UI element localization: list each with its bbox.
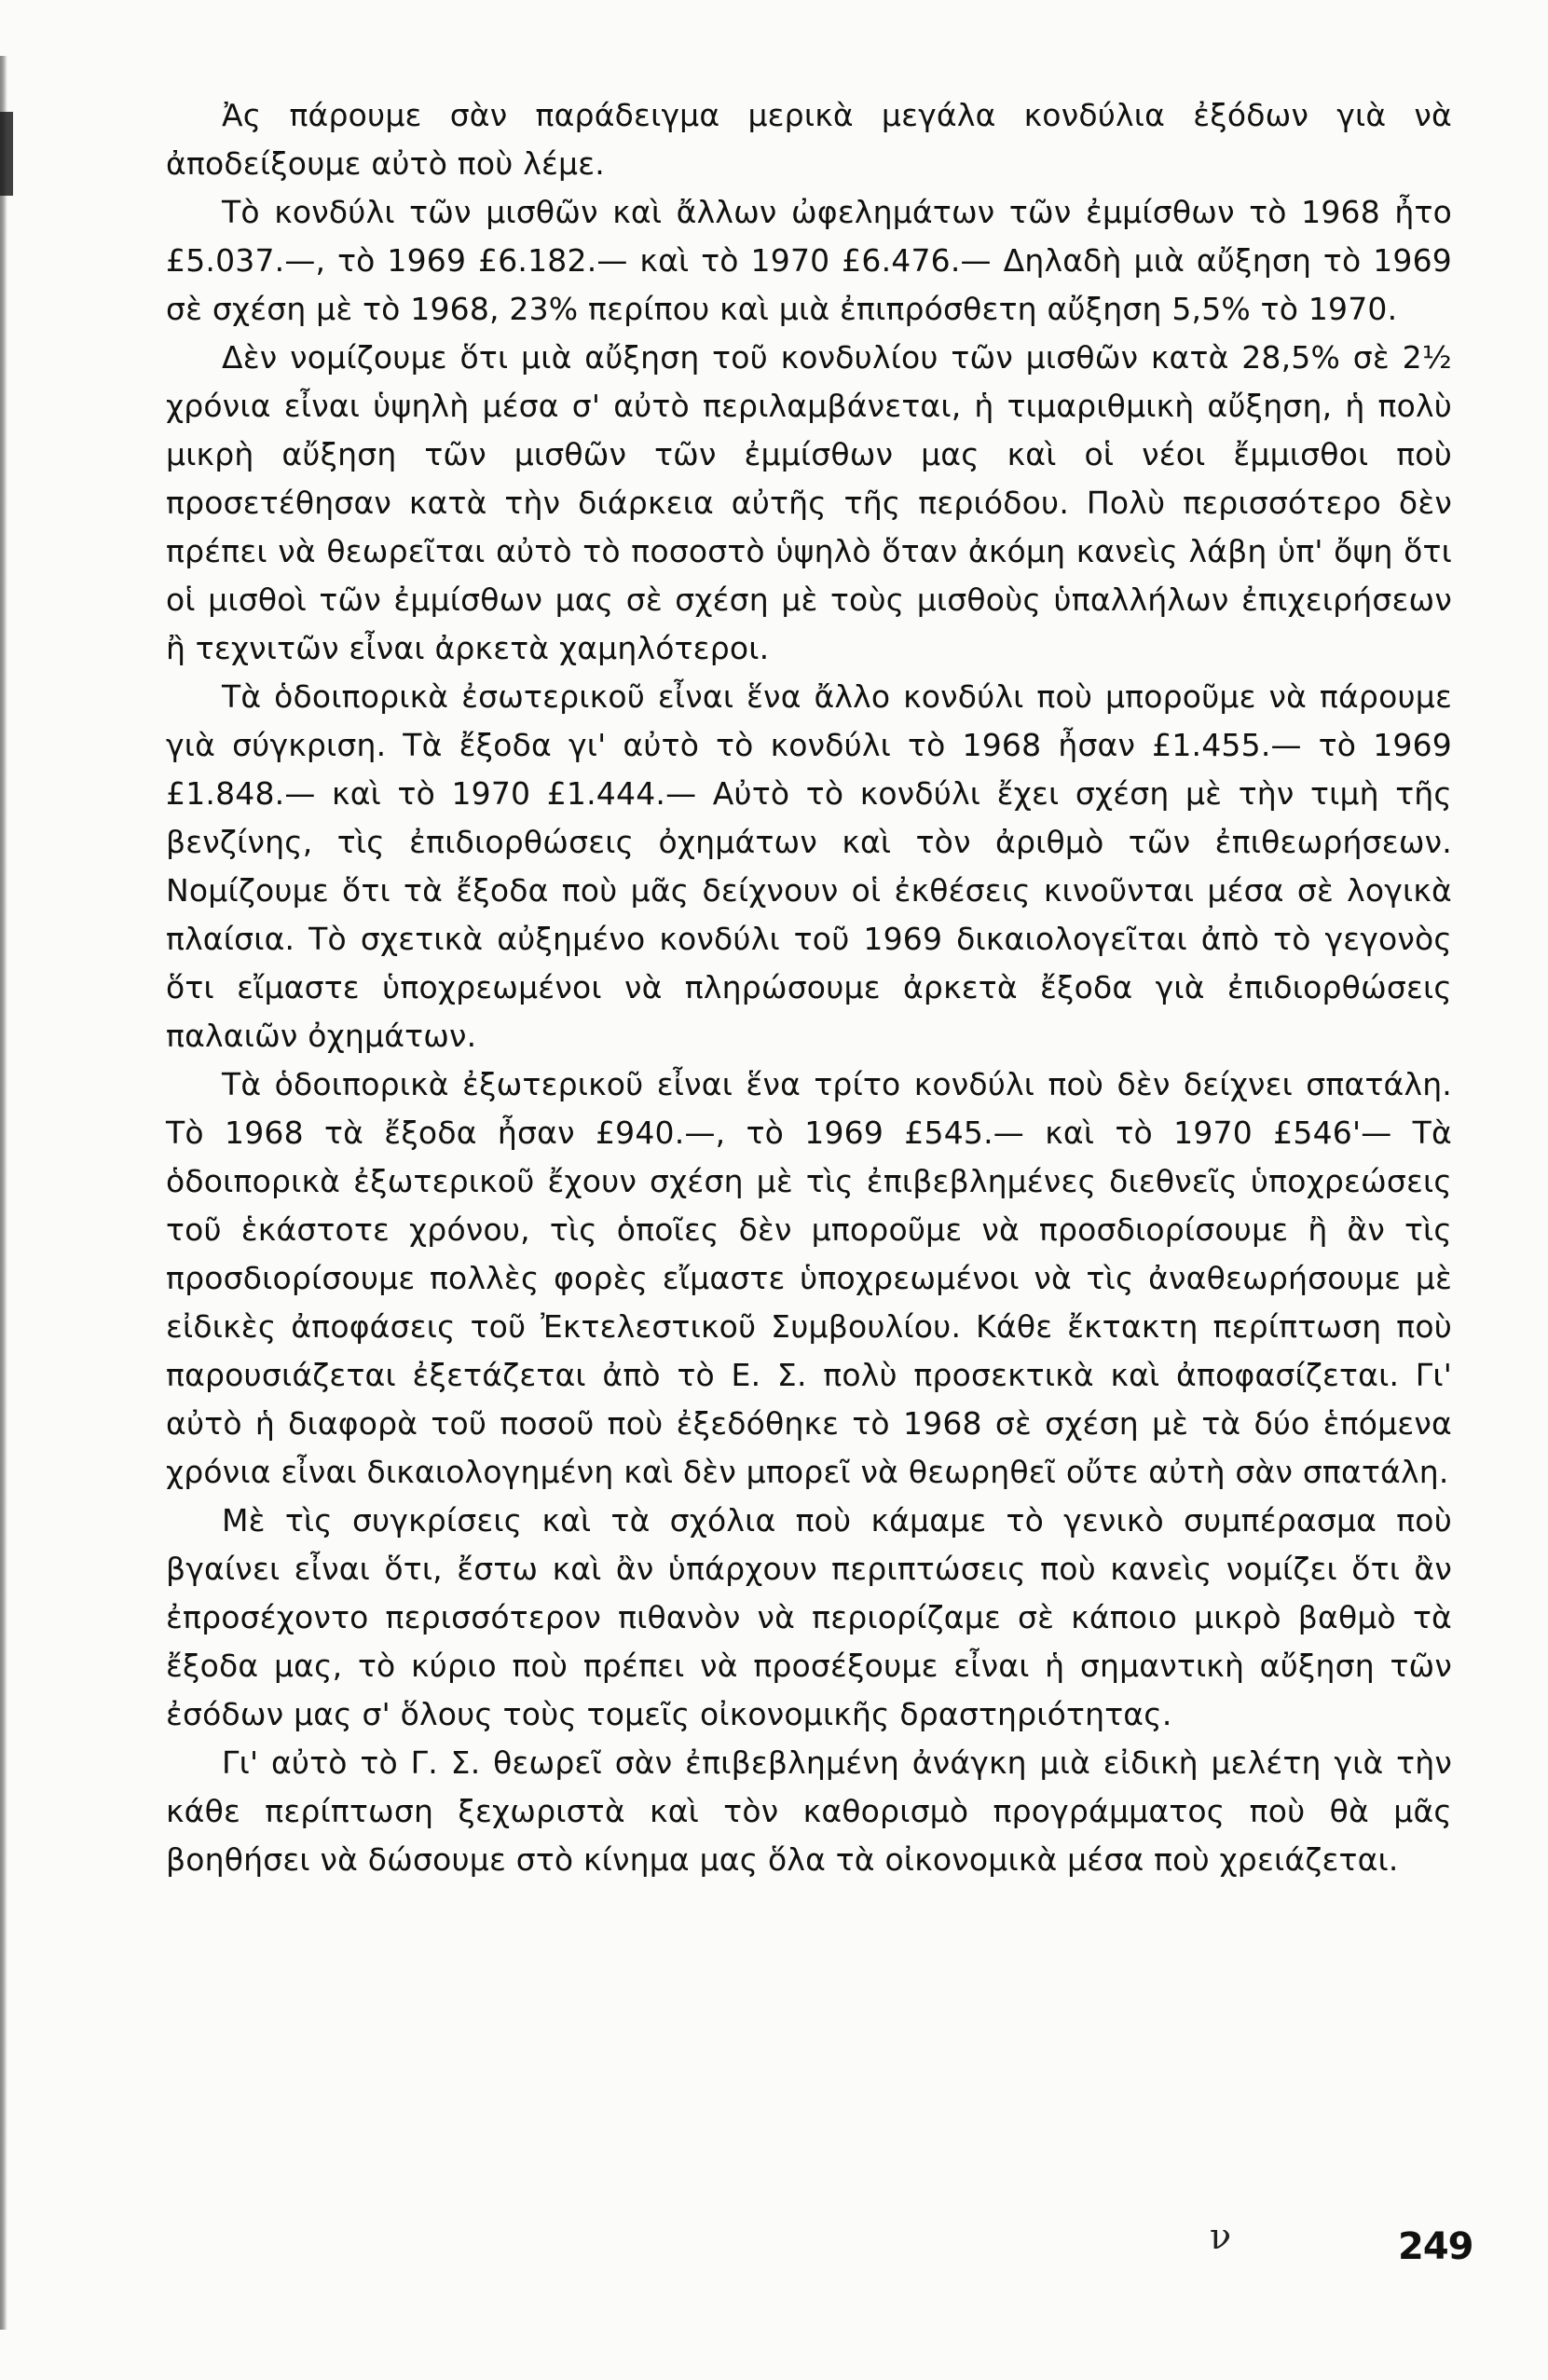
paragraph-2: Τὸ κονδύλι τῶν μισθῶν καὶ ἄλλων ὠφελημάτων τῶν ἐμμίσθων τὸ 1968 ἦτο £5.037.—, τὸ 1969 £6.182.— καὶ τὸ 1970 £6.476.— Δηλαδὴ μιὰ αὔξηση τὸ 1969 σὲ σχέση μὲ τὸ 1968, 23% περίπου καὶ μιὰ ἐπιπρόσθετη αὔξηση 5,5% τὸ 1970. (166, 194, 1452, 327)
paragraph-5: Τὰ ὁδοιπορικὰ ἐξωτερικοῦ εἶναι ἕνα τρίτο κονδύλι ποὺ δὲν δείχνει σπατάλη. Τὸ 1968 τὰ ἔξοδα ἦσαν £940.—, τὸ 1969 £545.— καὶ τὸ 1970 £546'— Τὰ ὁδοιπορικὰ ἐξωτερικοῦ ἔχουν σχέση μὲ τὶς ἐπιβεβλημένες διεθνεῖς ὑποχρεώσεις τοῦ ἑκάστοτε χρόνου, τὶς ὁποῖες δὲν μποροῦμε νὰ προσδιορίσουμε ἢ ἂν τὶς προσδιορίσουμε πολλὲς φορὲς εἴμαστε ὑποχρεωμένοι νὰ τὶς ἀναθεωρήσουμε μὲ εἰδικὲς ἀποφάσεις τοῦ Ἐκτελεστικοῦ Συμβουλίου. Κάθε ἔκτακτη περίπτωση ποὺ παρουσιάζεται ἐξετάζεται ἀπὸ τὸ Ε. Σ. πολὺ προσεκτικὰ καὶ ἀποφασίζεται. Γι' αὐτὸ ἡ διαφορὰ τοῦ ποσοῦ ποὺ ἐξεδόθηκε τὸ 1968 σὲ σχέση μὲ τὰ δύο ἑπόμενα χρόνια εἶναι δικαιολογημένη καὶ δὲν μπορεῖ νὰ θεωρηθεῖ οὔτε αὐτὴ σὰν σπατάλη. (166, 1066, 1452, 1490)
paragraph-3: Δὲν νομίζουμε ὅτι μιὰ αὔξηση τοῦ κονδυλίου τῶν μισθῶν κατὰ 28,5% σὲ 2½ χρόνια εἶναι ὑψηλὴ μέσα σ' αὐτὸ περιλαμβάνεται, ἡ τιμαριθμικὴ αὔξηση, ἡ πολὺ μικρὴ αὔξηση τῶν μισθῶν τῶν ἐμμίσθων μας καὶ οἱ νέοι ἔμμισθοι ποὺ προσετέθησαν κατὰ τὴν διάρκεια αὐτῆς τῆς περιόδου. Πολὺ περισσότερο δὲν πρέπει νὰ θεωρεῖται αὐτὸ τὸ ποσοστὸ ὑψηλὸ ὅταν ἀκόμη κανεὶς λάβη ὑπ' ὄψη ὅτι οἱ μισθοὶ τῶν ἐμμίσθων μας σὲ σχέση μὲ τοὺς μισθοὺς ὑπαλλήλων ἐπιχειρήσεων ἢ τεχνιτῶν εἶναι ἀρκετὰ χαμηλότεροι. (166, 339, 1452, 666)
body-text (166, 91, 1452, 1884)
stray-handwritten-mark: ν (1210, 2216, 1232, 2257)
page-number: 249 (1398, 2225, 1473, 2268)
paragraph-7: Γι' αὐτὸ τὸ Γ. Σ. θεωρεῖ σὰν ἐπιβεβλημένη ἀνάγκη μιὰ εἰδικὴ μελέτη γιὰ τὴν κάθε περίπτωση ξεχωριστὰ καὶ τὸν καθορισμὸ προγράμματος ποὺ θὰ μᾶς βοηθήσει νὰ δώσουμε στὸ κίνημα μας ὅλα τὰ οἰκονομικὰ μέσα ποὺ χρειάζεται. (166, 1744, 1452, 1878)
paragraph-6: Μὲ τὶς συγκρίσεις καὶ τὰ σχόλια ποὺ κάμαμε τὸ γενικὸ συμπέρασμα ποὺ βγαίνει εἶναι ὅτι, ἔστω καὶ ἂν ὑπάρχουν περιπτώσεις ποὺ κανεὶς νομίζει ὅτι ἂν ἐπροσέχοντο περισσότερον πιθανὸν νὰ περιορίζαμε σὲ κάποιο μικρὸ βαθμὸ τὰ ἔξοδα μας, τὸ κύριο ποὺ πρέπει νὰ προσέξουμε εἶναι ἡ σημαντικὴ αὔξηση τῶν ἐσόδων μας σ' ὅλους τοὺς τομεῖς οἰκονομικῆς δραστηριότητας. (166, 1502, 1452, 1732)
scan-dark-mark (0, 112, 13, 196)
paragraph-4: Τὰ ὁδοιπορικὰ ἐσωτερικοῦ εἶναι ἕνα ἄλλο κονδύλι ποὺ μποροῦμε νὰ πάρουμε γιὰ σύγκριση. Τὰ ἔξοδα γι' αὐτὸ τὸ κονδύλι τὸ 1968 ἦσαν £1.455.— τὸ 1969 £1.848.— καὶ τὸ 1970 £1.444.— Αὐτὸ τὸ κονδύλι ἔχει σχέση μὲ τὴν τιμὴ τῆς βενζίνης, τὶς ἐπιδιορθώσεις ὀχημάτων καὶ τὸν ἀριθμὸ τῶν ἐπιθεωρήσεων. Νομίζουμε ὅτι τὰ ἔξοδα ποὺ μᾶς δείχνουν οἱ ἐκθέσεις κινοῦνται μέσα σὲ λογικὰ πλαίσια. Τὸ σχετικὰ αὐξημένο κονδύλι τοῦ 1969 δικαιολογεῖται ἀπὸ τὸ γεγονὸς ὅτι εἴμαστε ὑποχρεωμένοι νὰ πληρώσουμε ἀρκετὰ ἔξοδα γιὰ ἐπιδιορθώσεις παλαιῶν ὀχημάτων. (166, 678, 1452, 1054)
scan-shadow-edge (0, 56, 7, 2330)
paragraph-1: Ἀς πάρουμε σὰν παράδειγμα μερικὰ μεγάλα κονδύλια ἐξόδων γιὰ νὰ ἀποδείξουμε αὐτὸ ποὺ λέμε. (166, 97, 1452, 182)
